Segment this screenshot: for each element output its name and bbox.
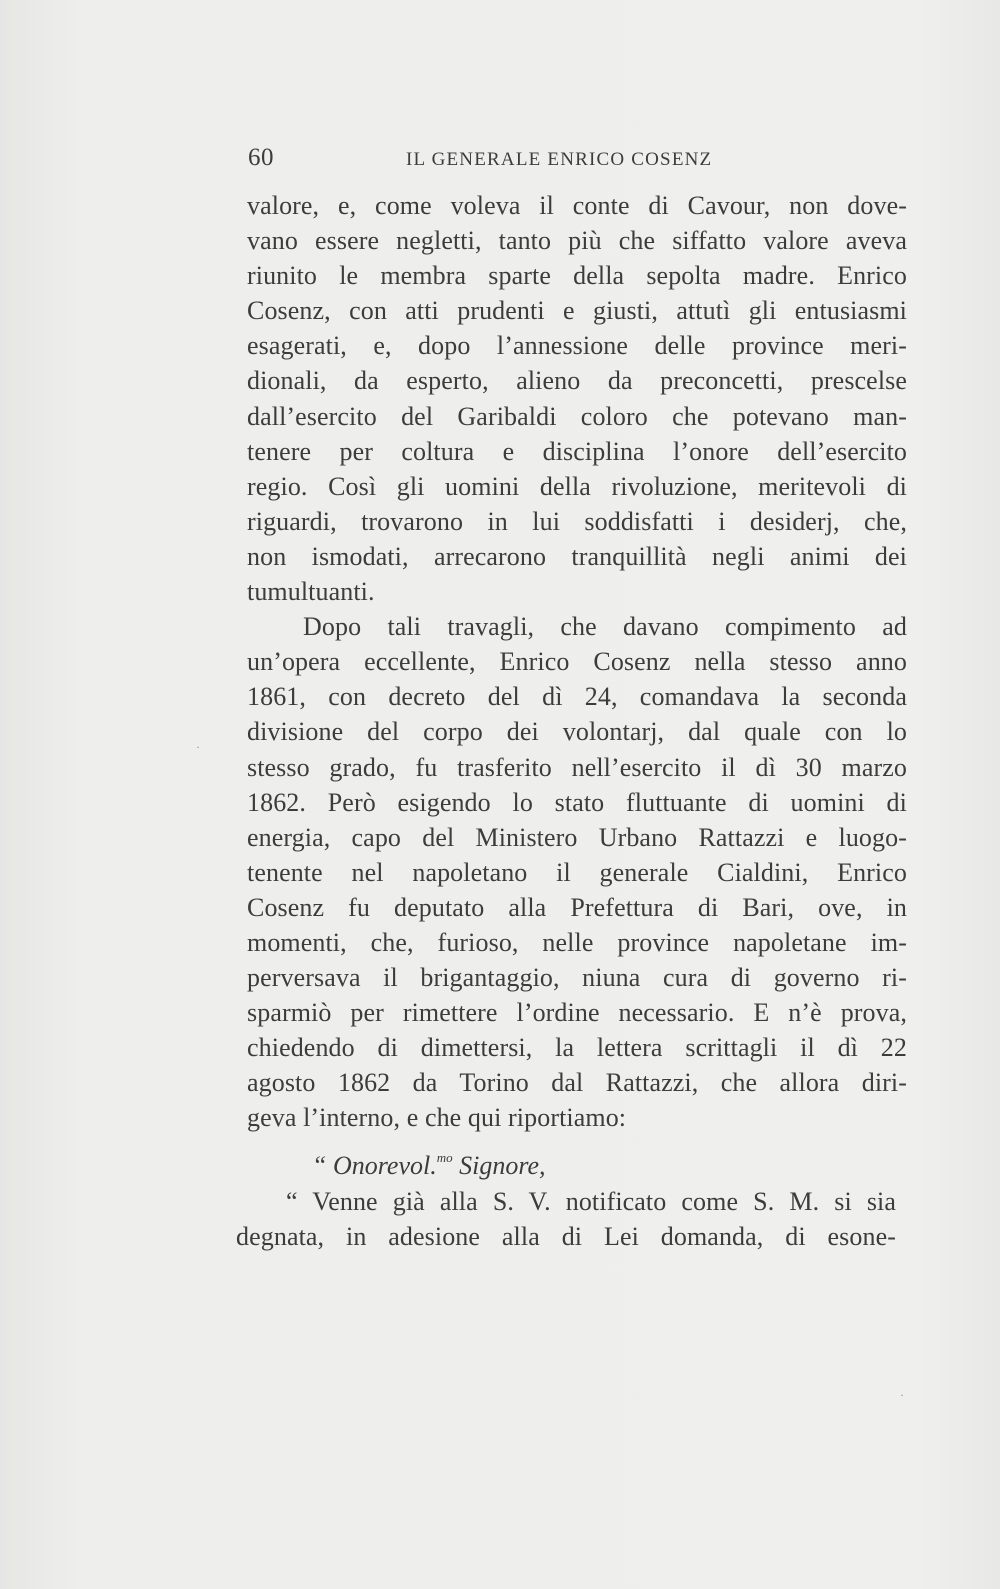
text-line: tenente nel napoletano il generale Cialdini, Enrico <box>247 857 907 887</box>
text-line: momenti, che, furioso, nelle province napoletane im- <box>247 927 907 957</box>
text-line: 1862. Però esigendo lo stato fluttuante di uomini di <box>247 787 907 817</box>
text-line: perversava il brigantaggio, niuna cura di governo ri- <box>247 963 907 993</box>
text-line: riunito le membra sparte della sepolta madre. Enrico <box>247 261 907 291</box>
text-line: sparmiò per rimettere l’ordine necessario. E n’è prova, <box>247 998 907 1028</box>
text-line: un’opera eccellente, Enrico Cosenz nella stesso anno <box>247 647 907 677</box>
text-line: valore, e, come voleva il conte di Cavour, non dove- <box>247 191 907 220</box>
body-text <box>247 188 907 1136</box>
page-header <box>248 144 908 174</box>
text-line: regio. Così gli uomini della rivoluzione, meritevoli di <box>247 471 907 501</box>
salutation-main: Onorevol. <box>332 1151 437 1180</box>
letter-line: degnata, in adesione alla di Lei domanda, di esone- <box>236 1222 896 1252</box>
text-line: divisione del corpo dei volontarj, dal quale con lo <box>247 717 907 747</box>
page-number: 60 <box>248 144 274 171</box>
letter-text <box>236 1184 896 1254</box>
text-line: chiedendo di dimettersi, la lettera scrittagli il dì 22 <box>247 1033 907 1063</box>
text-line: stesso grado, fu trasferito nell’esercito il dì 30 marzo <box>247 752 907 782</box>
salutation-superscript: mo <box>436 1150 453 1165</box>
letter-salutation <box>312 1150 546 1181</box>
text-line: energia, capo del Ministero Urbano Rattazzi e luogo- <box>247 822 907 852</box>
salutation-end: Signore, <box>452 1151 546 1180</box>
text-line-paragraph-start: Dopo tali travagli, che davano compimento ad <box>303 612 907 642</box>
open-quote: “ <box>312 1151 327 1180</box>
text-line: Cosenz fu deputato alla Prefettura di Bari, ove, in <box>247 892 907 922</box>
text-line: esagerati, e, dopo l’annessione delle province meri- <box>247 331 907 361</box>
text-line-paragraph-end: geva l’interno, e che qui riportiamo: <box>247 1103 627 1133</box>
text-line: dall’esercito del Garibaldi coloro che potevano man- <box>247 401 907 431</box>
text-line: 1861, con decreto del dì 24, comandava la seconda <box>247 682 907 712</box>
letter-line: “ Venne già alla S. V. notificato come S. M. si sia <box>286 1187 896 1216</box>
running-title: IL GENERALE ENRICO COSENZ <box>406 149 713 170</box>
text-line: tenere per coltura e disciplina l’onore dell’esercito <box>247 436 907 466</box>
scan-speck: · <box>900 1388 904 1402</box>
text-line-paragraph-end: tumultuanti. <box>247 577 375 607</box>
text-line: Cosenz, con atti prudenti e giusti, attutì gli entusiasmi <box>247 296 907 326</box>
text-line: non ismodati, arrecarono tranquillità negli animi dei <box>247 541 907 571</box>
text-line: riguardi, trovarono in lui soddisfatti i desiderj, che, <box>247 506 907 536</box>
text-line: dionali, da esperto, alieno da preconcetti, prescelse <box>247 366 907 396</box>
scan-speck: · <box>196 740 200 754</box>
text-line: agosto 1862 da Torino dal Rattazzi, che allora diri- <box>247 1068 907 1098</box>
text-line: vano essere negletti, tanto più che siffatto valore aveva <box>247 226 907 256</box>
